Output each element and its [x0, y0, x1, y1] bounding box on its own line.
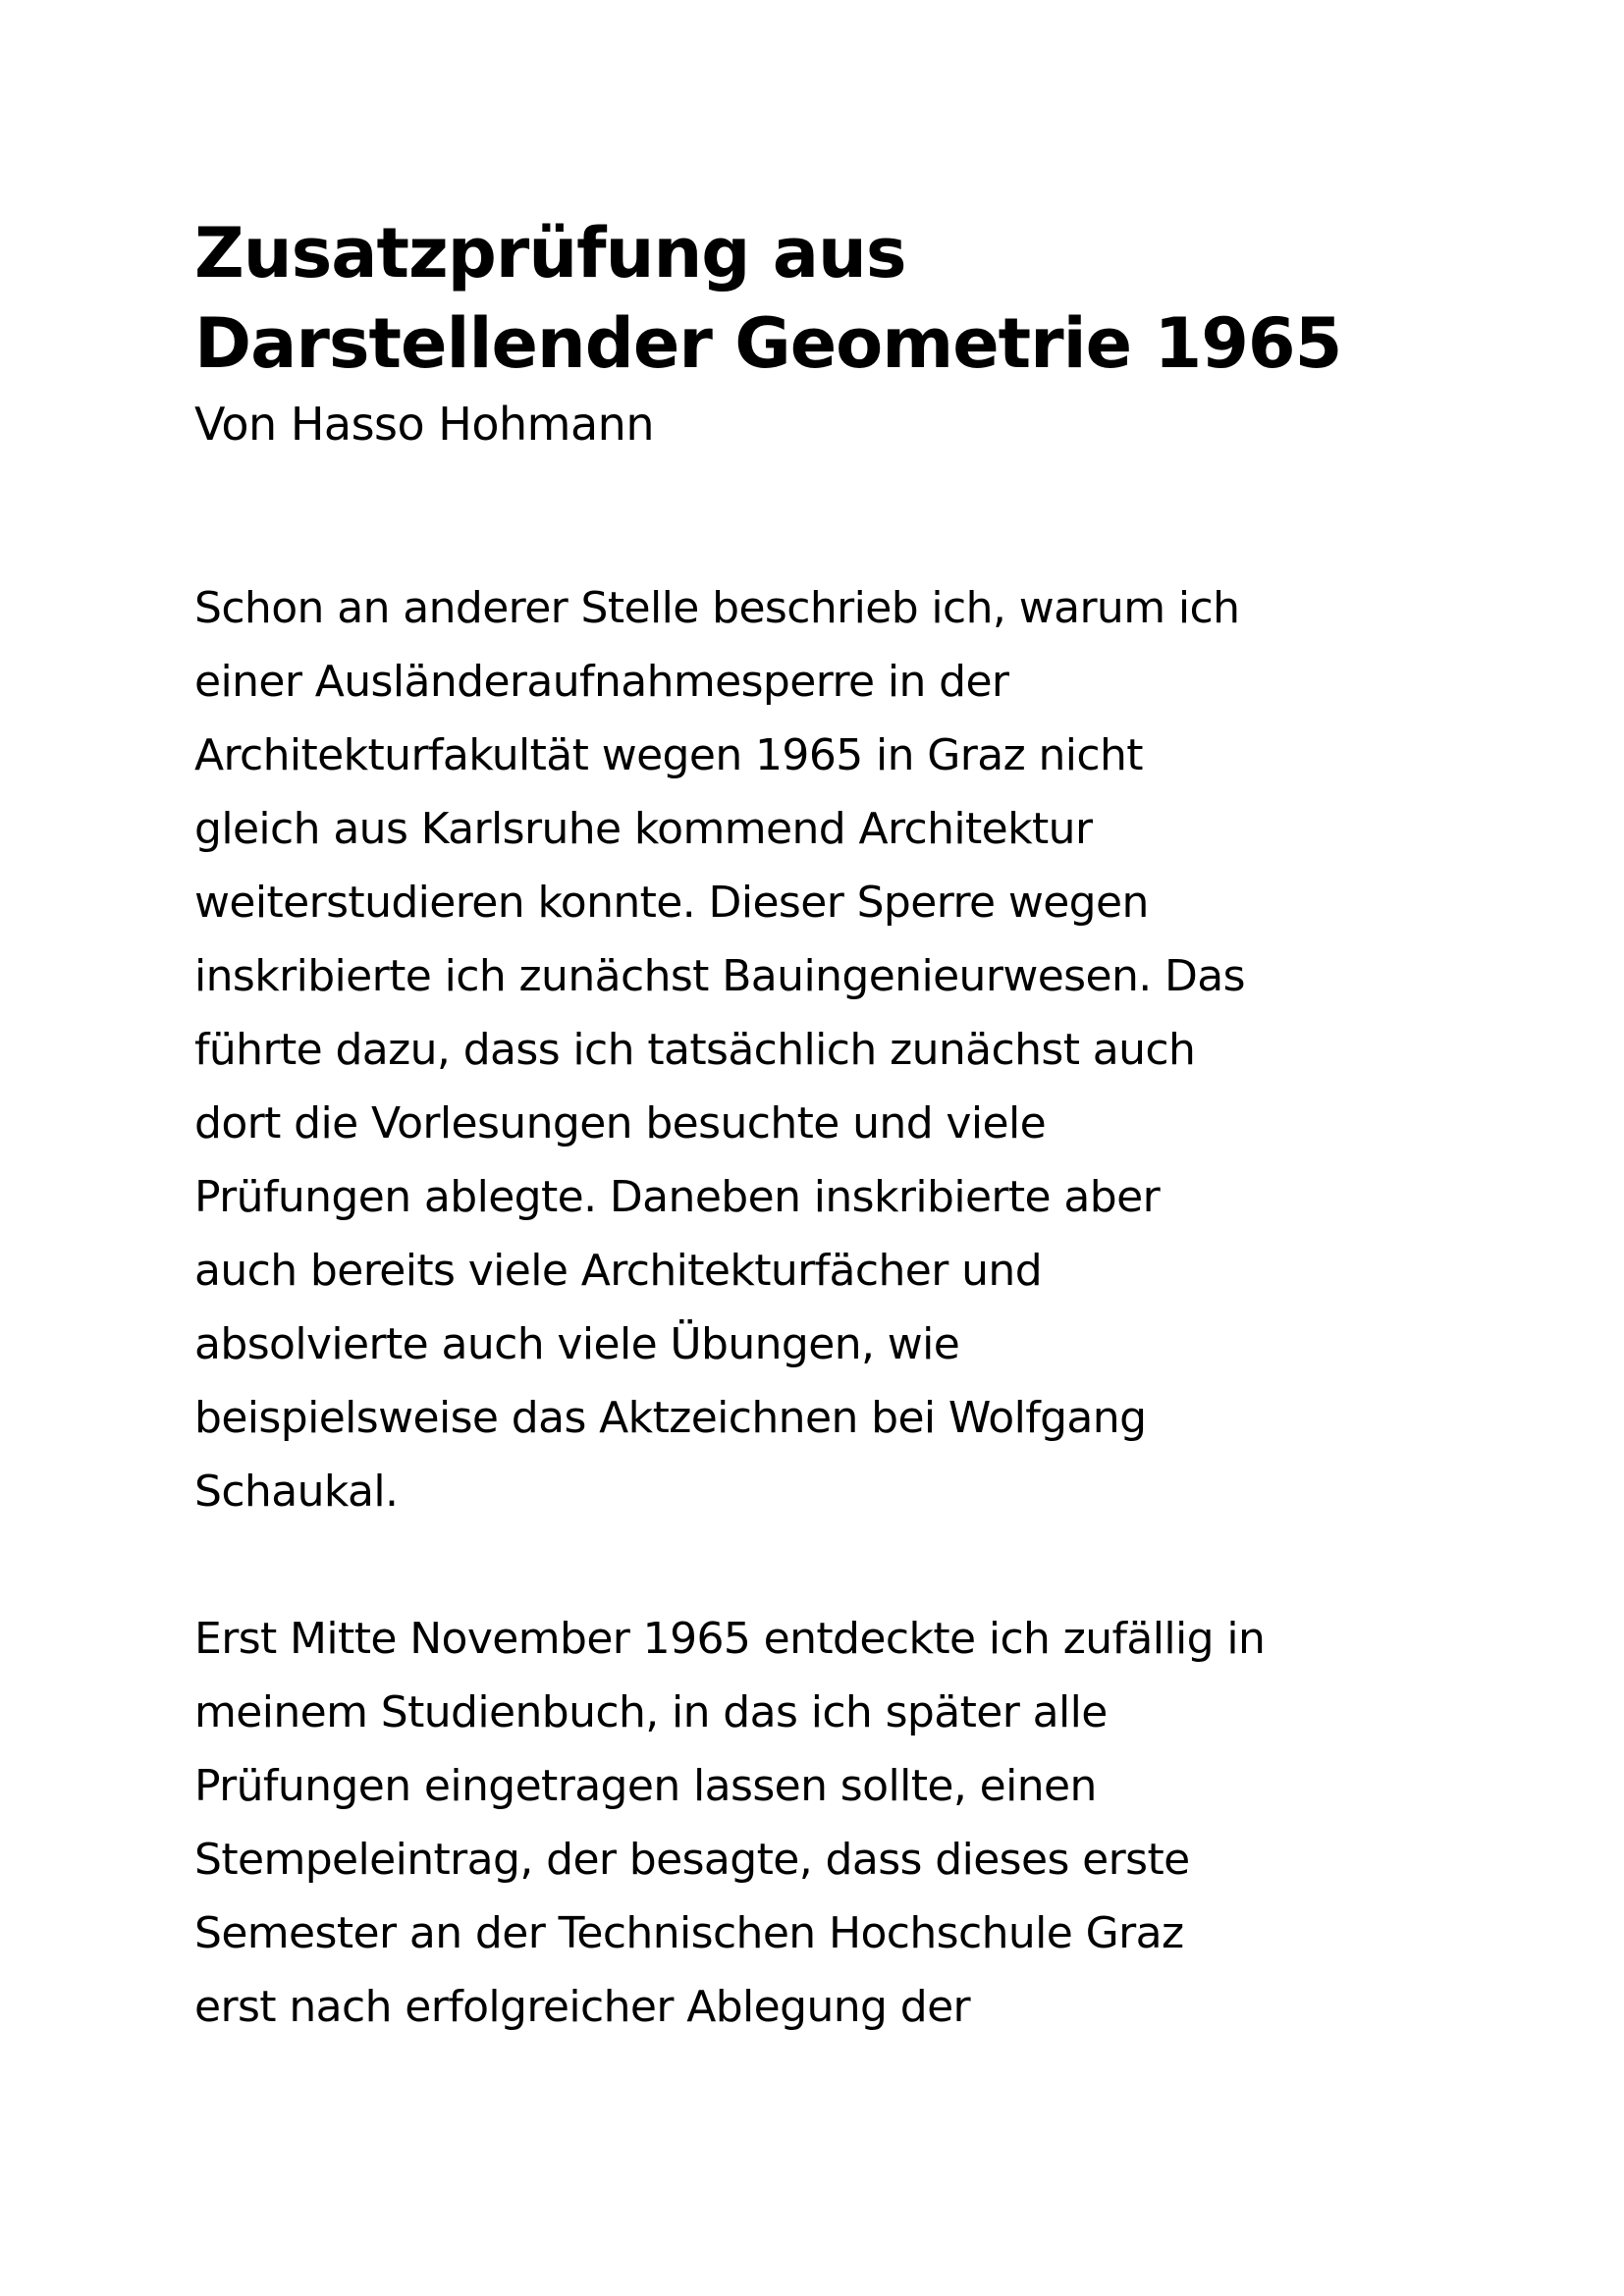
document-content	[194, 208, 1471, 2044]
text-line: inskribierte ich zunächst Bauingenieurwesen. Das	[194, 951, 1245, 1001]
text-line: absolvierte auch viele Übungen, wie	[194, 1319, 960, 1369]
text-line: Prüfungen ablegte. Daneben inskribierte aber	[194, 1172, 1161, 1222]
text-line: Schon an anderer Stelle beschrieb ich, warum ich	[194, 583, 1240, 633]
text-line: Erst Mitte November 1965 entdeckte ich zufällig in	[194, 1614, 1266, 1664]
paragraph-1	[194, 571, 1471, 1528]
text-line: auch bereits viele Architekturfächer und	[194, 1246, 1043, 1296]
text-line: einer Ausländeraufnahmesperre in der	[194, 657, 1009, 707]
text-line: dort die Vorlesungen besuchte und viele	[194, 1098, 1047, 1148]
text-line: beispielsweise das Aktzeichnen bei Wolfgang	[194, 1393, 1147, 1443]
text-line: weiterstudieren konnte. Dieser Sperre wegen	[194, 878, 1149, 928]
body-text	[194, 571, 1471, 2044]
text-line: Stempeleintrag, der besagte, dass dieses erste	[194, 1835, 1190, 1885]
title-line: Zusatzprüfung aus	[194, 213, 906, 294]
text-line: gleich aus Karlsruhe kommend Architektur	[194, 804, 1093, 854]
title-line: Darstellender Geometrie 1965	[194, 303, 1342, 384]
text-line: Schaukal.	[194, 1467, 399, 1517]
text-line: Architekturfakultät wegen 1965 in Graz nicht	[194, 730, 1143, 780]
text-line: Prüfungen eingetragen lassen sollte, einen	[194, 1761, 1097, 1811]
text-line: führte dazu, dass ich tatsächlich zunächst auch	[194, 1025, 1196, 1075]
text-line: Semester an der Technischen Hochschule Graz	[194, 1908, 1184, 1958]
document-title	[194, 208, 1471, 389]
text-line: erst nach erfolgreicher Ablegung der	[194, 1982, 971, 2032]
paragraph-2	[194, 1602, 1471, 2044]
author-line: Von Hasso Hohmann	[194, 398, 654, 451]
text-line: meinem Studienbuch, in das ich später alle	[194, 1687, 1108, 1737]
